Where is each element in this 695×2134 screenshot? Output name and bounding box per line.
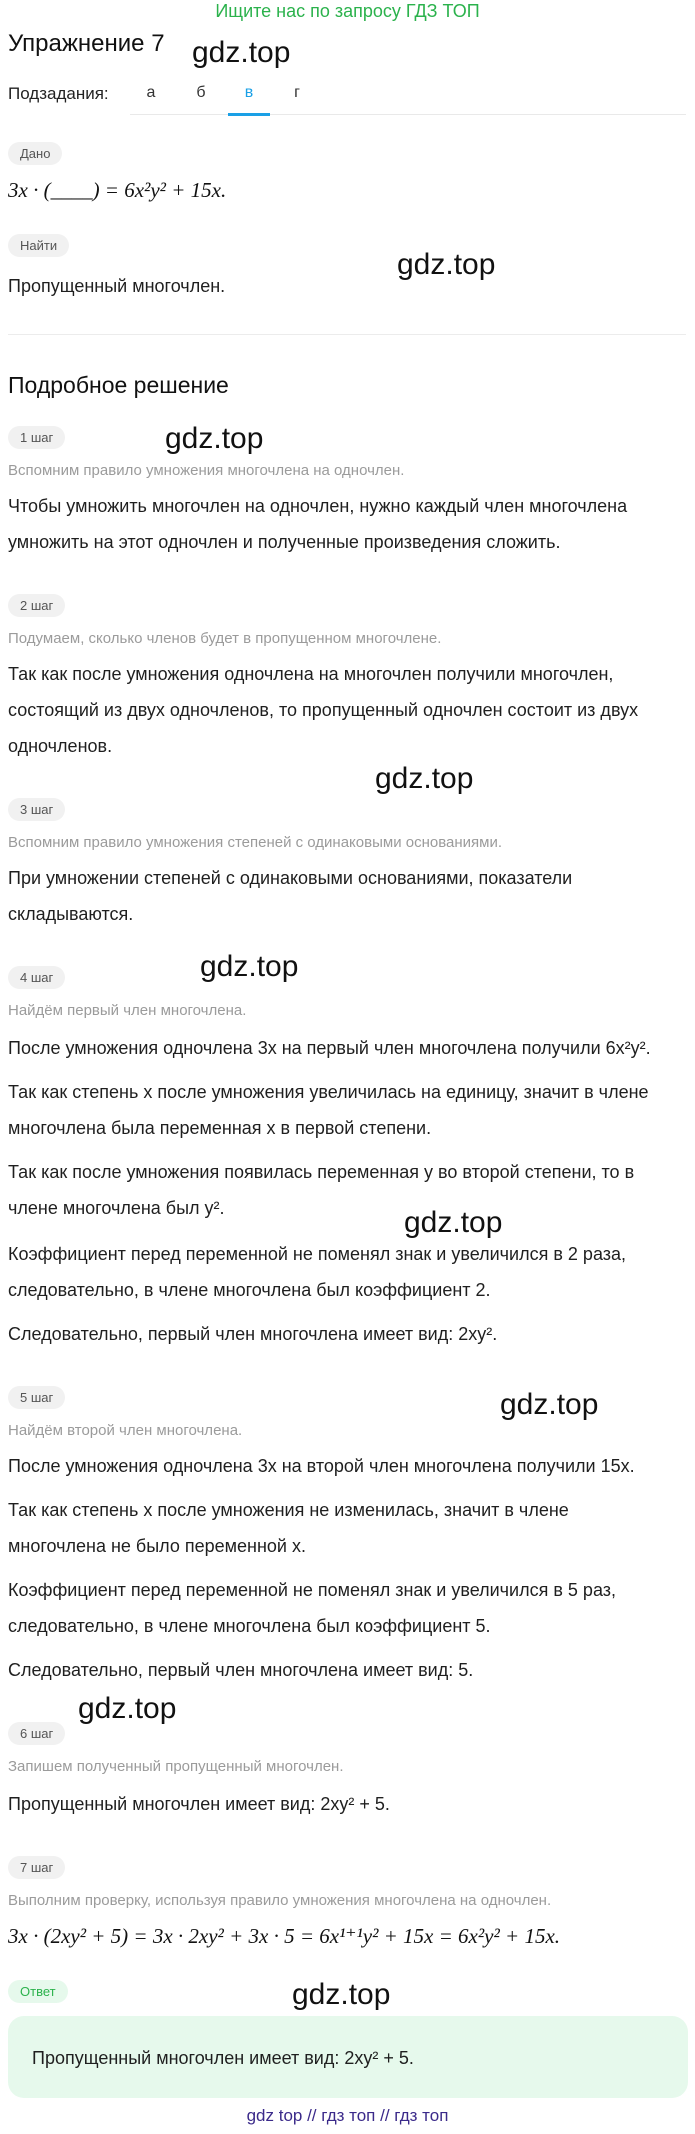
- watermark: gdz.top: [292, 1978, 391, 2011]
- step-line: следовательно, в члене многочлена был коэффициент 2.: [8, 1280, 491, 1300]
- answer-text: Пропущенный многочлен имеет вид: 2xy² + 5.: [32, 2048, 414, 2068]
- step-hint: Запишем полученный пропущенный многочлен.: [8, 1758, 344, 1775]
- step-line: многочлена не было переменной x.: [8, 1536, 306, 1556]
- step-line: После умножения одночлена 3x на первый член многочлена получили 6x²y².: [8, 1038, 651, 1058]
- step-pill: 5 шаг: [8, 1386, 65, 1409]
- solution-title: Подробное решение: [8, 372, 229, 398]
- step-hint: Выполним проверку, используя правило умножения многочлена на одночлен.: [8, 1892, 552, 1909]
- tab-b[interactable]: б: [196, 84, 206, 101]
- watermark: gdz.top: [375, 762, 474, 795]
- search-banner: Ищите нас по запросу ГДЗ ТОП: [215, 1, 480, 21]
- find-text: Пропущенный многочлен.: [8, 276, 226, 296]
- step-pill: 4 шаг: [8, 966, 65, 989]
- step-line: Так как после умножения одночлена на многочлен получили многочлен,: [8, 664, 614, 684]
- step-pill: 2 шаг: [8, 594, 65, 617]
- step-line: Следовательно, первый член многочлена имеет вид: 2xy².: [8, 1324, 498, 1344]
- watermark: gdz.top: [404, 1206, 503, 1239]
- tab-a[interactable]: а: [146, 84, 156, 101]
- step-line: Коэффициент перед переменной не поменял знак и увеличился в 5 раз,: [8, 1580, 617, 1600]
- step-hint: Найдём первый член многочлена.: [8, 1002, 247, 1019]
- divider: [8, 334, 686, 335]
- page-title: Упражнение 7: [8, 30, 165, 57]
- step-hint: Найдём второй член многочлена.: [8, 1422, 243, 1439]
- step-line: Так как степень x после умножения не изменилась, значит в члене: [8, 1500, 569, 1520]
- step-line: Так как после умножения появилась переменная y во второй степени, то в: [8, 1162, 635, 1182]
- find-pill: Найти: [8, 234, 69, 257]
- watermark: gdz.top: [192, 36, 291, 69]
- step-line: одночленов.: [8, 736, 113, 756]
- step-line: Так как степень x после умножения увеличилась на единицу, значит в члене: [8, 1082, 649, 1102]
- answer-pill: Ответ: [8, 1980, 68, 2003]
- watermark: gdz.top: [397, 248, 496, 281]
- watermark: gdz.top: [165, 422, 264, 455]
- step-line: члене многочлена был y².: [8, 1198, 225, 1218]
- step-pill: 6 шаг: [8, 1722, 65, 1745]
- subtasks-label: Подзадания:: [8, 84, 109, 103]
- watermark: gdz.top: [500, 1388, 599, 1421]
- step-line: Чтобы умножить многочлен на одночлен, нужно каждый член многочлена: [8, 496, 628, 516]
- step-pill: 3 шаг: [8, 798, 65, 821]
- subtask-tabs: [130, 84, 686, 115]
- step-line: складываются.: [8, 904, 134, 924]
- watermark: gdz.top: [78, 1692, 177, 1725]
- step-line: умножить на этот одночлен и полученные произведения сложить.: [8, 532, 561, 552]
- step-hint: Подумаем, сколько членов будет в пропущенном многочлене.: [8, 630, 442, 647]
- step-line: Следовательно, первый член многочлена имеет вид: 5.: [8, 1660, 474, 1680]
- tab-g[interactable]: г: [294, 84, 300, 101]
- step-line: При умножении степеней с одинаковыми основаниями, показатели: [8, 868, 573, 888]
- check-formula: 3x · (2xy² + 5) = 3x · 2xy² + 3x · 5 = 6x¹⁺¹y² + 15x = 6x²y² + 15x.: [8, 1924, 561, 1948]
- given-pill: Дано: [8, 142, 62, 165]
- given-formula: 3x · (____) = 6x²y² + 15x.: [8, 178, 227, 202]
- step-hint: Вспомним правило умножения многочлена на одночлен.: [8, 462, 405, 479]
- watermark: gdz.top: [200, 950, 299, 983]
- step-line: многочлена была переменная x в первой степени.: [8, 1118, 432, 1138]
- step-line: Пропущенный многочлен имеет вид: 2xy² + 5.: [8, 1794, 390, 1814]
- step-pill: 7 шаг: [8, 1856, 65, 1879]
- footer-links[interactable]: gdz top // гдз топ // гдз топ: [246, 2106, 449, 2125]
- step-line: следовательно, в члене многочлена был коэффициент 5.: [8, 1616, 491, 1636]
- step-line: состоящий из двух одночленов, то пропущенный одночлен состоит из двух: [8, 700, 639, 720]
- step-pill: 1 шаг: [8, 426, 65, 449]
- step-line: Коэффициент перед переменной не поменял знак и увеличился в 2 раза,: [8, 1244, 627, 1264]
- tab-v[interactable]: в: [228, 84, 270, 116]
- step-hint: Вспомним правило умножения степеней с одинаковыми основаниями.: [8, 834, 502, 851]
- step-line: После умножения одночлена 3x на второй член многочлена получили 15x.: [8, 1456, 635, 1476]
